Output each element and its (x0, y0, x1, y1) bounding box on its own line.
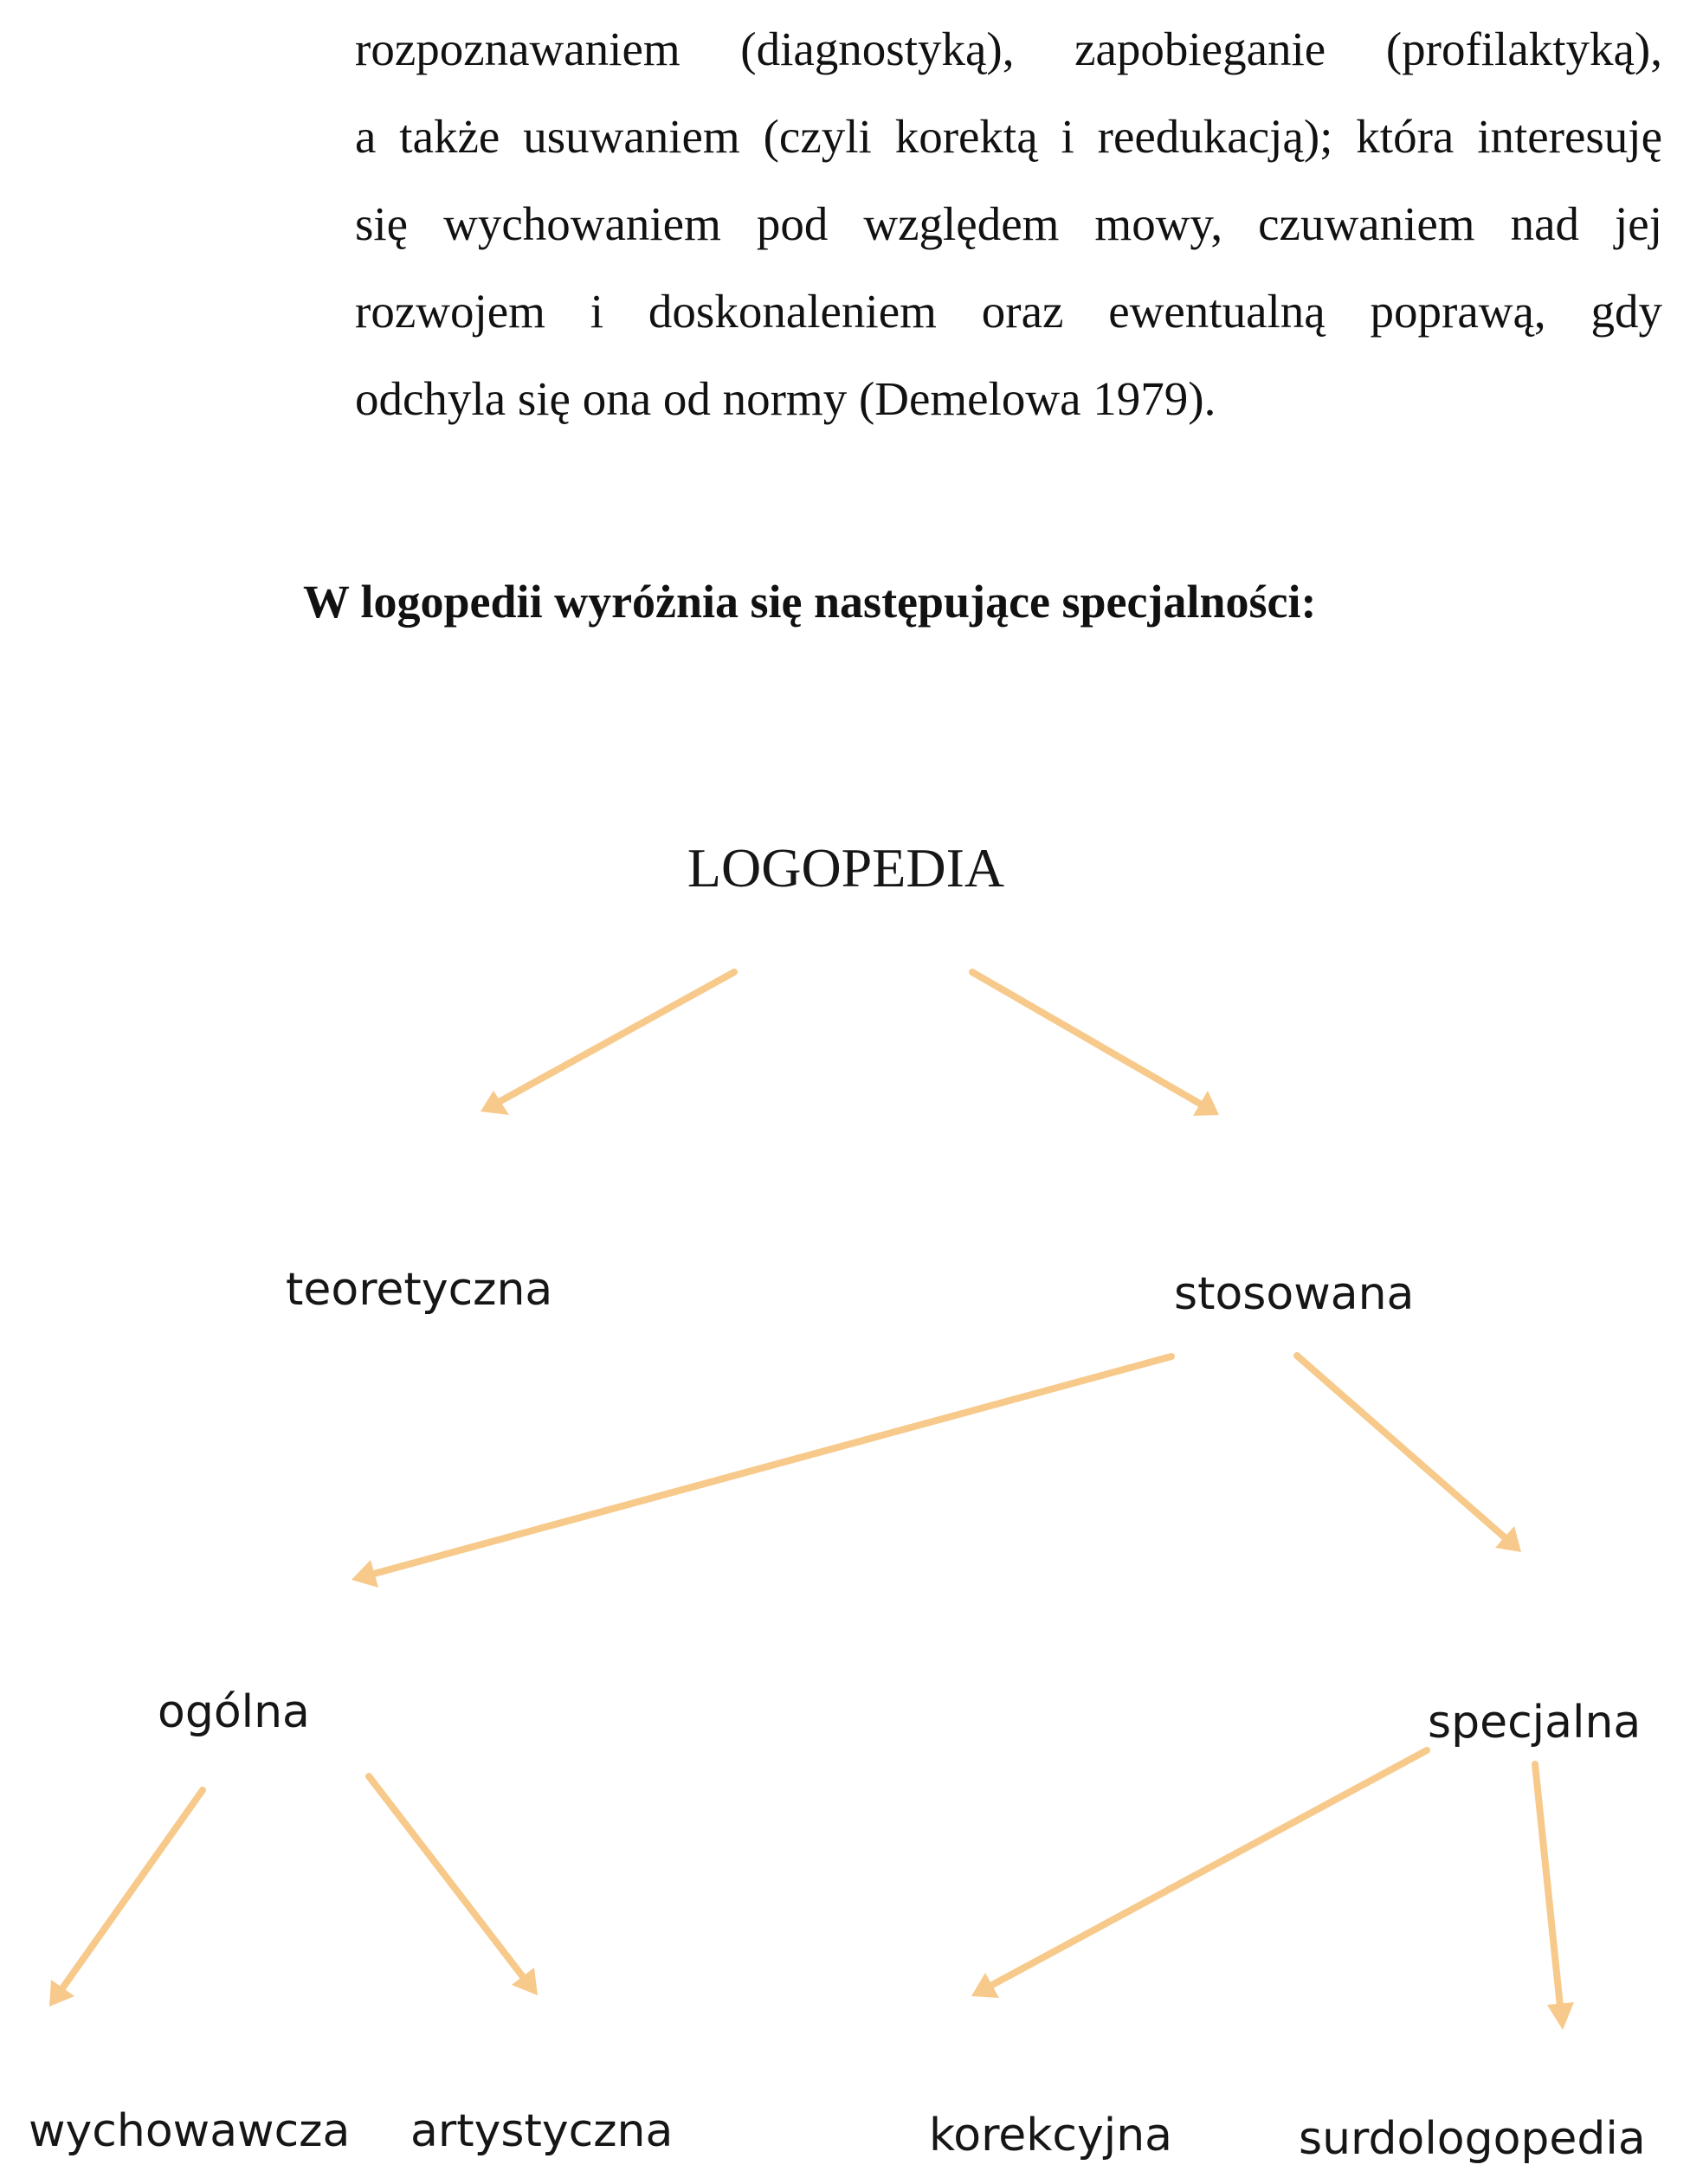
node-stosowana: stosowana (1174, 1268, 1415, 1320)
paragraph-line: rozwojem i doskonaleniem oraz ewentualną poprawą, gdy (355, 285, 1662, 338)
node-korekcyjna: korekcyjna (929, 2110, 1173, 2161)
paragraph-line: rozpoznawaniem (diagnostyką), zapobieganie (profilaktyką), (355, 23, 1662, 75)
arrow-stosowana-to-ogolna (352, 1356, 1171, 1588)
arrow-root-to-teoretyczna (481, 972, 734, 1115)
node-teoretyczna: teoretyczna (286, 1264, 553, 1316)
section-heading: W logopedii wyróżnia się następujące specjalności: (303, 576, 1317, 628)
node-wychowawcza: wychowawcza (29, 2105, 351, 2157)
arrow-ogolna-to-artystyczna (369, 1776, 538, 1995)
arrow-root-to-stosowana (972, 972, 1219, 1116)
arrow-specjalna-to-korekcyjna (971, 1750, 1427, 1998)
node-surdologopedia: surdologopedia (1299, 2113, 1646, 2165)
node-ogolna: ogólna (158, 1686, 310, 1738)
node-artystyczna: artystyczna (410, 2105, 674, 2157)
node-logopedia: LOGOPEDIA (687, 837, 1005, 899)
arrow-ogolna-to-wychowawcza (49, 1790, 203, 2007)
node-specjalna: specjalna (1428, 1697, 1642, 1749)
arrow-stosowana-to-specjalna (1297, 1356, 1521, 1552)
paragraph-line: odchyla się ona od normy (Demelowa 1979). (355, 372, 1216, 425)
paragraph-line: a także usuwaniem (czyli korektą i reedukacją); która interesuję (355, 110, 1662, 163)
paragraph-line: się wychowaniem pod względem mowy, czuwaniem nad jej (355, 197, 1662, 250)
arrow-specjalna-to-surdologopedia (1535, 1764, 1574, 2030)
